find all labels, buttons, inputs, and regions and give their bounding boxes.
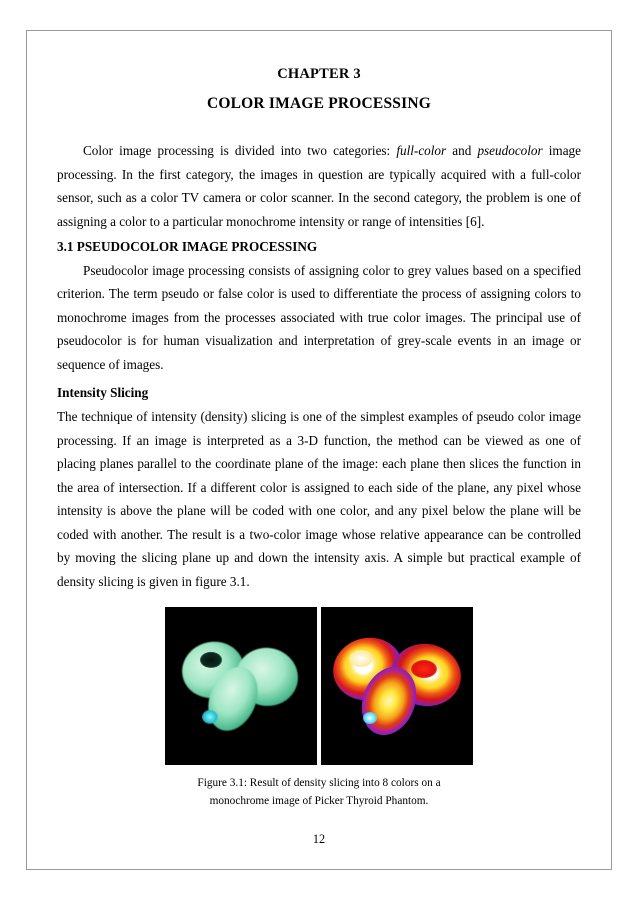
phantom-hot-spot <box>202 710 218 724</box>
pseudocolor-red-region <box>411 660 437 678</box>
pseudocolor-thyroid-phantom-image <box>321 607 473 765</box>
intro-text-part-1: Color image processing is divided into two categories: <box>83 143 397 158</box>
subheading-intensity-slicing: Intensity Slicing <box>57 385 149 400</box>
pseudocolor-paragraph: Pseudocolor image processing consists of assigning color to grey values based on a specified criterion. The term pseudo or false color is used to differentiate the process of assigning colors to monochrome images from the processes associated with true color images. The principal use of pseudocolor is for human visualization and interpretation of grey-scale events in an image or sequence of images. <box>57 262 581 372</box>
intro-paragraph <box>57 139 581 233</box>
intro-italic-fullcolor: full-color <box>396 143 447 158</box>
section-heading-3-1: 3.1 PSEUDOCOLOR IMAGE PROCESSING <box>57 239 318 254</box>
figure-caption <box>57 774 581 810</box>
figure-caption-line-1: Figure 3.1: Result of density slicing into 8 colors on a <box>197 777 441 790</box>
page-content <box>57 66 581 847</box>
intro-text-part-3: image processing. In the first category, the images in question are typically acquired with a full-color sensor, such as a color TV camera or color scanner. In the second category, the problem is one of assigning a color to a particular monochrome intensity or range of intensities [6]. <box>57 143 581 229</box>
chapter-label: CHAPTER 3 <box>277 66 361 82</box>
phantom-green-shape <box>180 640 302 736</box>
intensity-slicing-paragraph: The technique of intensity (density) slicing is one of the simplest examples of pseudo color image processing. If an image is interpreted as a 3-D function, the method can be viewed as one of placing planes parallel to the coordinate plane of the image: each plane then slices the function in the area of intersection. If a different color is assigned to each side of the plane, any pixel whose intensity is above the plane will be coded with one color, and any pixel below the plane will be coded with another. The result is a two-color image whose relative appearance can be controlled by moving the slicing plane up and down the intensity axis. A simple but practical example of density slicing is given in figure 3.1. <box>57 409 581 589</box>
intro-italic-pseudocolor: pseudocolor <box>477 143 543 158</box>
monochrome-thyroid-phantom-image <box>165 607 317 765</box>
figure-caption-line-2: monochrome image of Picker Thyroid Phantom. <box>209 795 429 808</box>
phantom-color-shape <box>333 638 461 738</box>
phantom-cold-spot <box>200 652 222 668</box>
pseudocolor-cyan-spot <box>363 712 377 724</box>
figure-3-1 <box>57 607 581 810</box>
pseudocolor-white-region <box>349 650 373 667</box>
figure-image-row <box>57 607 581 765</box>
page-number: 12 <box>312 832 326 847</box>
intro-text-part-2: and <box>446 143 478 158</box>
chapter-title: COLOR IMAGE PROCESSING <box>206 95 431 112</box>
